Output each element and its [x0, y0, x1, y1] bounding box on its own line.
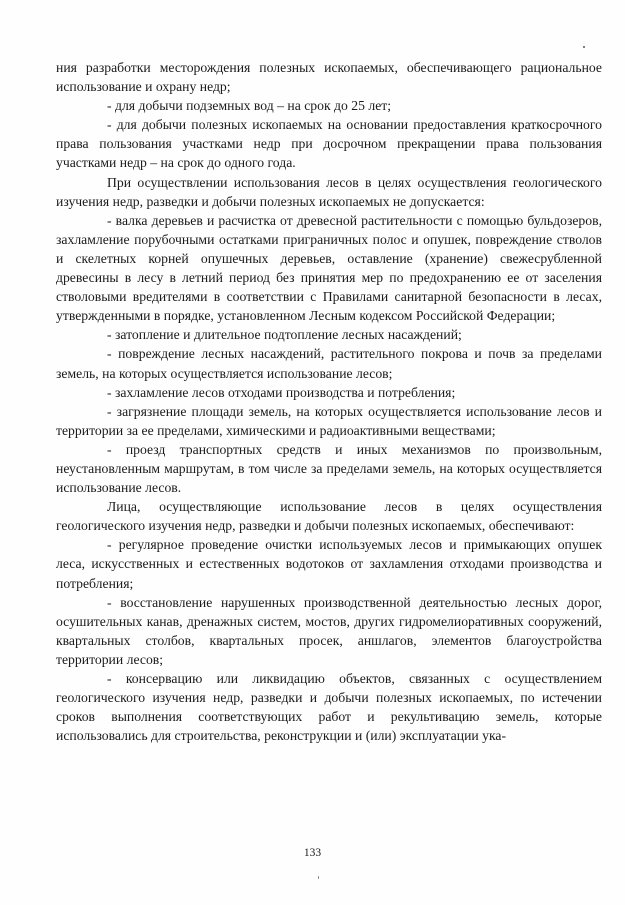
paragraph-8: - захламление лесов отходами производства и потребления; — [107, 384, 456, 400]
paragraph-10: - проезд транспортных средств и иных механизмов по произвольным, неустановленным маршрутам, в том числе за пределами земель, на которых осуществляется использование лесов. — [56, 441, 602, 496]
paragraph-3: - для добычи полезных ископаемых на основании предоставления краткосрочного права пользования участками недр при досрочном прекращении права пользования участками недр – на срок до одного года. — [56, 117, 602, 171]
paragraph-11: Лица, осуществляющие использование лесов в целях осуществления геологического изучения недр, разведки и добычи полезных ископаемых, обеспечивают: — [56, 499, 602, 534]
paragraph-1: ния разработки месторождения полезных ископаемых, обеспечивающего рациональное использование и охрану недр; — [56, 60, 602, 95]
paragraph-5: - валка деревьев и расчистка от древесной растительности с помощью бульдозеров, захламление порубочными остатками приграничных полос и опушек, повреждение стволов и скелетных корней опушечных деревьев, оставление (хранение) свежесрубленной древесины в лесу в летний период без принятия мер по предохранению ее от заселения стволовыми вредителями в соответствии с Правилами санитарной безопасности в лесах, утвержденными в порядке, установленном Лесным кодексом Российской Федерации; — [56, 212, 602, 324]
paragraph-13: - восстановление нарушенных производственной деятельностью лесных дорог, осушительных канав, дренажных систем, мостов, других гидромелиоративных сооружений, квартальных столбов, квартальных просек, аншлагов, элементов благоустройства территории лесов; — [56, 594, 602, 667]
paragraph-12: - регулярное проведение очистки используемых лесов и примыкающих опушек леса, искусственных и естественных водотоков от захламления отходами производства и потребления; — [56, 537, 602, 591]
page-number: 133 — [303, 847, 322, 859]
paragraph-4: При осуществлении использования лесов в целях осуществления геологического изучения недр, разведки и добычи полезных ископаемых не допускается: — [56, 174, 602, 209]
paragraph-2: - для добычи подземных вод – на срок до 25 лет; — [107, 98, 392, 114]
paragraph-9: - загрязнение площади земель, на которых осуществляется использование лесов и территории за ее пределами, химическими и радиоактивными веществами; — [56, 403, 602, 438]
paragraph-14: - консервацию или ликвидацию объектов, связанных с осуществлением геологического изучения недр, разведки и добычи полезных ископаемых, по истечении сроков выполнения соответствующих работ и рекультивацию земель, которые использовались для строительства, реконструкции и (или) эксплуатации ука- — [56, 671, 602, 744]
scan-speck — [318, 876, 319, 879]
paragraph-7: - повреждение лесных насаждений, растительного покрова и почв за пределами земель, на которых осуществляется использование лесов; — [56, 346, 602, 381]
paragraph-6: - затопление и длительное подтопление лесных насаждений; — [107, 327, 462, 343]
scan-speck — [583, 46, 585, 48]
body-text — [56, 58, 602, 745]
